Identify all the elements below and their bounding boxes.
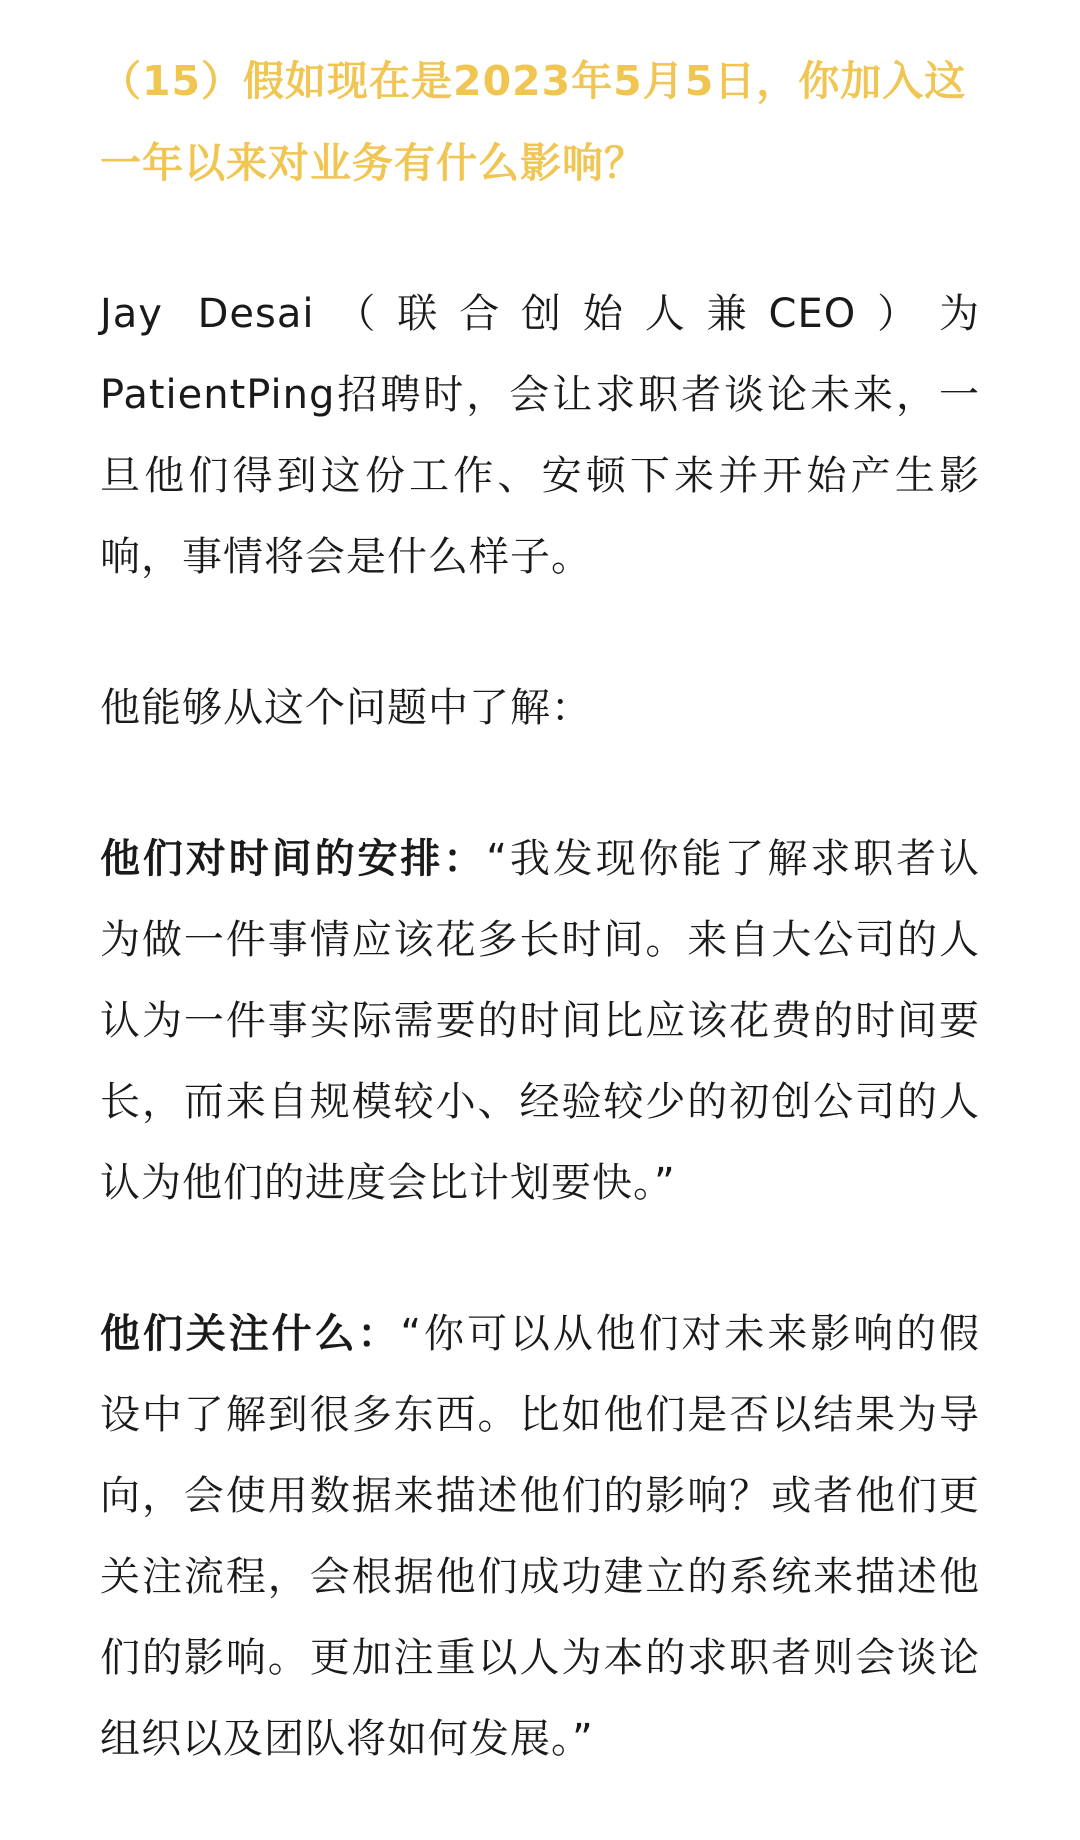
paragraph-lead: 他们关注什么：: [100, 1311, 401, 1357]
article: [100, 40, 980, 1780]
paragraph-learn: [100, 668, 980, 749]
paragraph-intro: [100, 274, 980, 598]
paragraph-text: 他能够从这个问题中了解：: [100, 685, 592, 731]
spacer: [100, 204, 980, 274]
paragraph-focus: [100, 1294, 980, 1780]
spacer: [100, 749, 980, 819]
paragraph-time: [100, 819, 980, 1224]
paragraph-text: Jay Desai（联合创始人兼CEO）为PatientPing招聘时，会让求职者谈论未来，一旦他们得到这份工作、安顿下来并开始产生影响，事情将会是什么样子。: [100, 291, 980, 580]
spacer: [100, 598, 980, 668]
paragraph-lead: 他们对时间的安排：: [100, 836, 487, 882]
paragraph-text: “你可以从他们对未来影响的假设中了解到很多东西。比如他们是否以结果为导向，会使用数据来描述他们的影响？或者他们更关注流程，会根据他们成功建立的系统来描述他们的影响。更加注重以人为本的求职者则会谈论组织以及团队将如何发展。”: [100, 1311, 981, 1762]
section-heading: （15）假如现在是2023年5月5日，你加入这一年以来对业务有什么影响？: [100, 57, 967, 187]
paragraph-text: “我发现你能了解求职者认为做一件事情应该花多长时间。来自大公司的人认为一件事实际需要的时间比应该花费的时间要长，而来自规模较小、经验较少的初创公司的人认为他们的进度会比计划要快。”: [100, 836, 981, 1206]
spacer: [100, 1224, 980, 1294]
